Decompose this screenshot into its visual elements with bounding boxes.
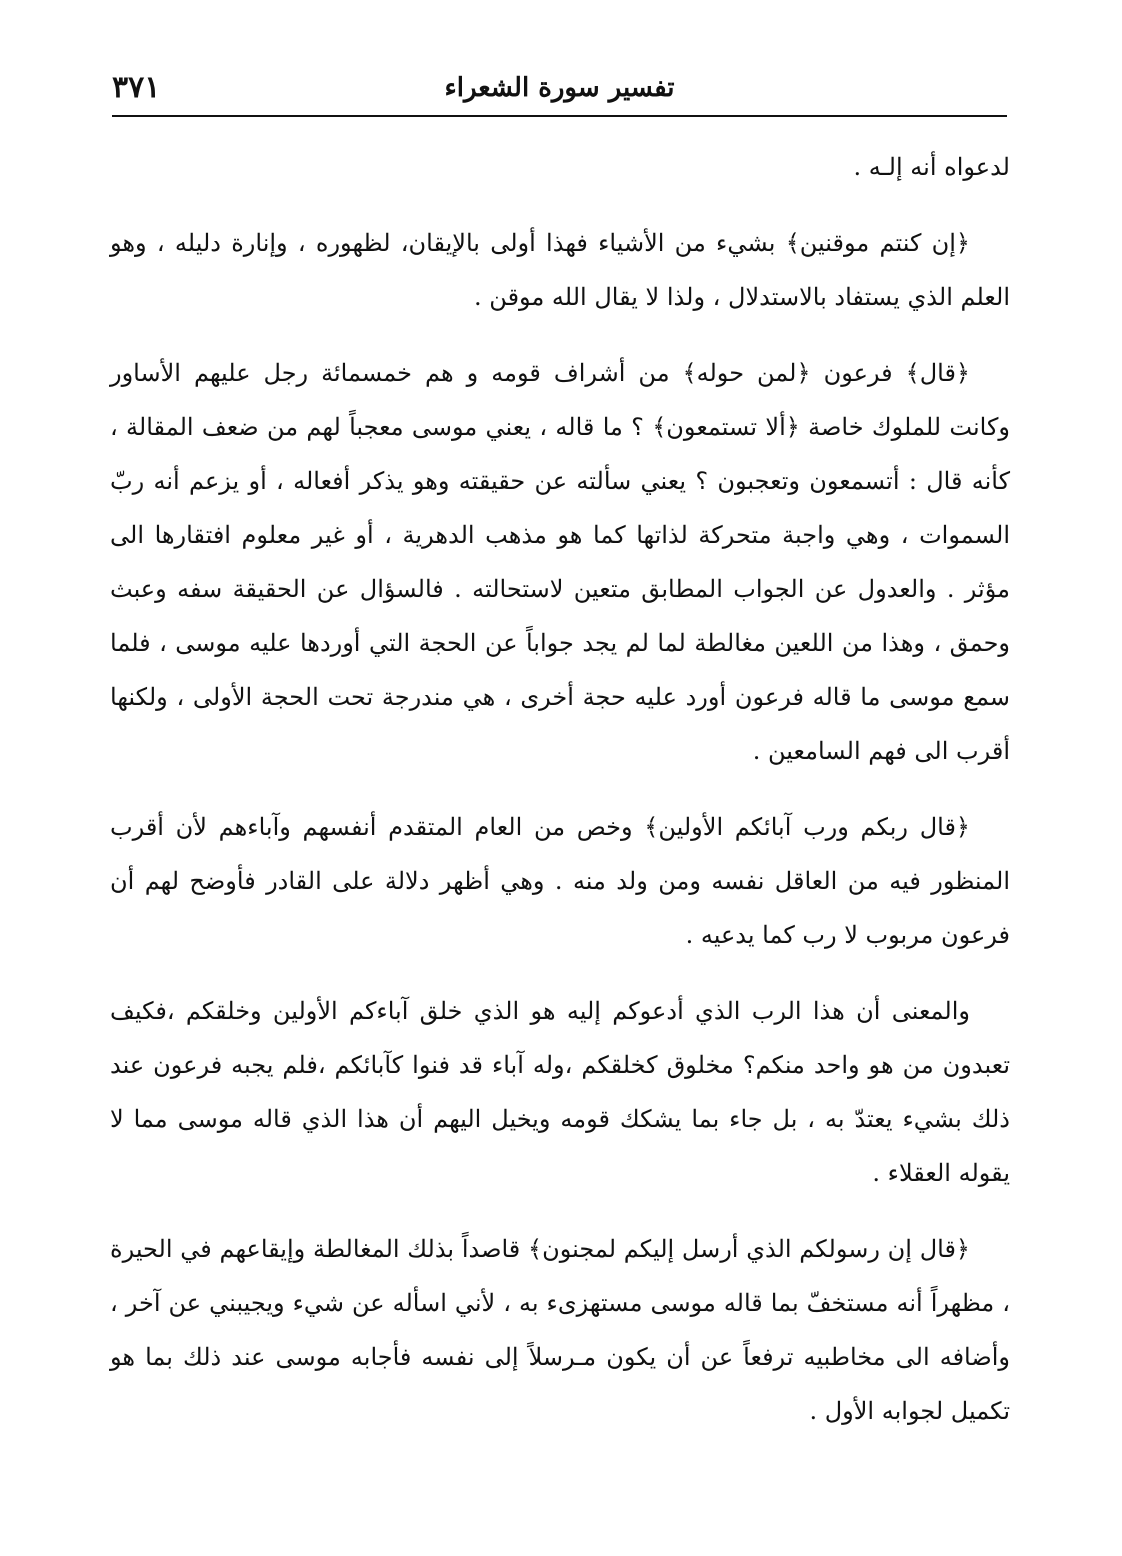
- paragraph-3: ﴿قال﴾ فرعون ﴿لمن حوله﴾ من أشراف قومه و هم خمسمائة رجل عليهم الأساور وكانت للملوك خاصة ﴿ألا تستمعون﴾ ؟ ما قاله ، يعني موسى معجباً لهم من ضعف المقالة ، كأنه قال : أتسمعون وتعجبون ؟ يعني سألته عن حقيقته وهو يذكر أفعاله ، أو يزعم أنه ربّ السموات ، وهي واجبة متحركة لذاتها كما هو مذهب الدهرية ، أو غير معلوم افتقارها الى مؤثر . والعدول عن الجواب المطابق متعين لاستحالته . فالسؤال عن الحقيقة سفه وعبث وحمق ، وهذا من اللعين مغالطة لما لم يجد جواباً عن الحجة التي أوردها عليه موسى ، فلما سمع موسى ما قاله فرعون أورد عليه حجة أخرى ، هي مندرجة تحت الحجة الأولى ، ولكنها أقرب الى فهم السامعين .: [110, 359, 1010, 765]
- paragraph-2: ﴿إن كنتم موقنين﴾ بشيء من الأشياء فهذا أولى بالإيقان، لظهوره ، وإنارة دليله ، وهو العلم الذي يستفاد بالاستدلال ، ولذا لا يقال الله موقن .: [110, 229, 1010, 311]
- paragraph-5: والمعنى أن هذا الرب الذي أدعوكم إليه هو الذي خلق آباءكم الأولين وخلقكم ،فكيف تعبدون من هو واحد منكم؟ مخلوق كخلقكم ،وله آباء قد فنوا كآبائكم ،فلم يجبه فرعون عند ذلك بشيء يعتدّ به ، بل جاء بما يشكك قومه ويخيل اليهم أن هذا الذي قاله موسى مما لا يقوله العقلاء .: [110, 997, 1010, 1187]
- paragraph-4: ﴿قال ربكم ورب آبائكم الأولين﴾ وخص من العام المتقدم أنفسهم وآباءهم لأن أقرب المنظور فيه من العاقل نفسه ومن ولد منه . وهي أظهر دلالة على القادر فأوضح لهم أن فرعون مربوب لا رب كما يدعيه .: [110, 813, 1010, 949]
- paragraph-1: لدعواه أنه إلـه .: [853, 153, 1010, 181]
- running-title: تفسير سورة الشعراء: [444, 73, 675, 103]
- paragraph-6: ﴿قال إن رسولكم الذي أرسل إليكم لمجنون﴾ قاصداً بذلك المغالطة وإيقاعهم في الحيرة ، مظهراً أنه مستخفّ بما قاله موسى مستهزىء به ، لأني اسأله عن شيء ويجيبني عن آخر ، وأضافه الى مخاطبيه ترفعاً عن أن يكون مـرسلاً إلى نفسه فأجابه موسى عند ذلك بما هو تكميل لجوابه الأول .: [110, 1235, 1010, 1425]
- page-body: [110, 140, 1010, 1460]
- header-divider: [112, 115, 1007, 117]
- page-header: [112, 68, 1007, 108]
- page-number: ٣٧١: [112, 70, 161, 105]
